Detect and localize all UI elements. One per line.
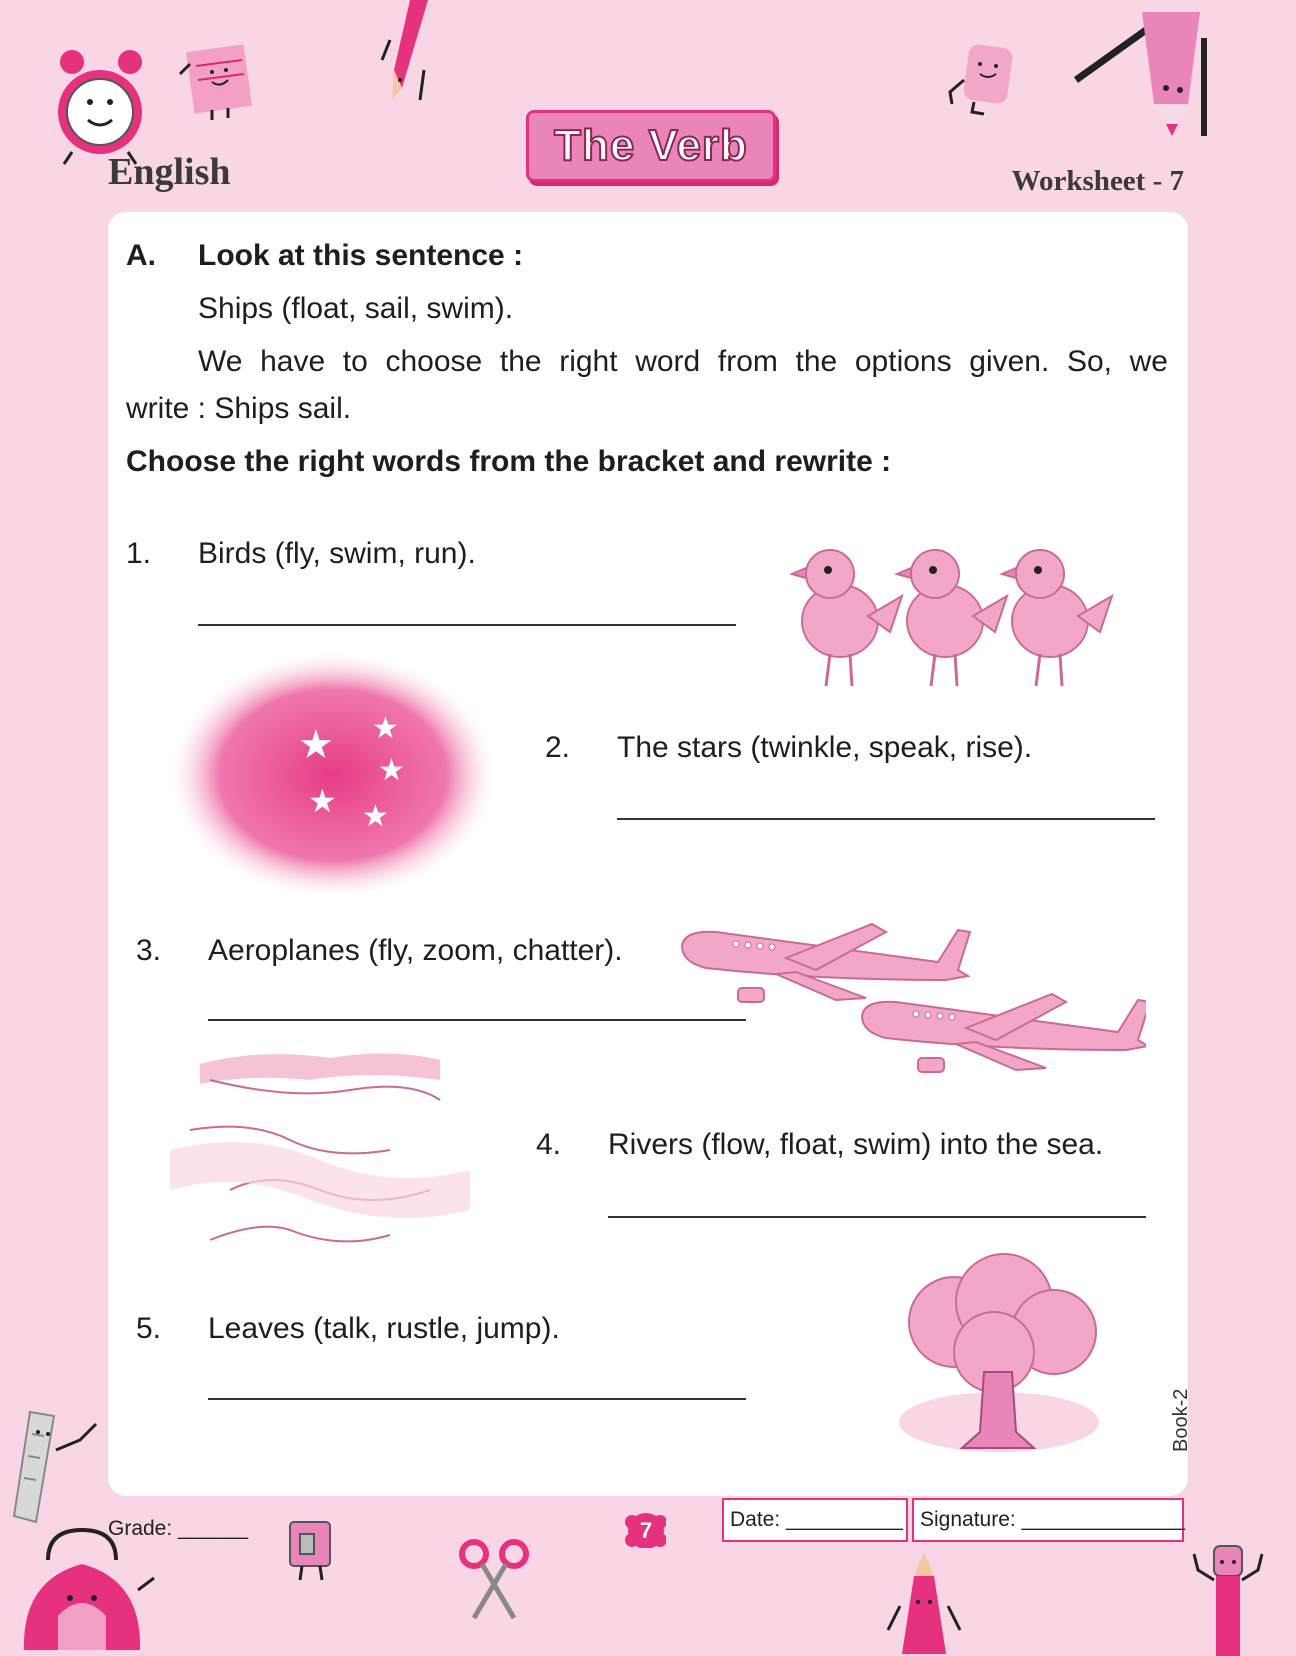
signature-box[interactable] bbox=[912, 1498, 1184, 1542]
question-text: Leaves (talk, rustle, jump). bbox=[208, 1312, 560, 1345]
svg-text:★: ★ bbox=[362, 799, 389, 834]
stars-illustration bbox=[168, 650, 498, 900]
crayon-character-icon bbox=[884, 1546, 964, 1656]
subject-label: English bbox=[108, 151, 231, 193]
notebook-icon bbox=[172, 44, 262, 124]
worksheet-number: Worksheet - 7 bbox=[1011, 165, 1184, 197]
eraser-icon bbox=[944, 40, 1034, 120]
question-number: 4. bbox=[536, 1128, 562, 1161]
example-sentence: Ships (float, sail, swim). bbox=[198, 292, 514, 325]
section-heading: Look at this sentence : bbox=[198, 239, 524, 272]
pencil-icon bbox=[380, 0, 440, 110]
explanation-line-1: We have to choose the right word from the options given. So, we bbox=[198, 345, 1168, 378]
question-text: Aeroplanes (fly, zoom, chatter). bbox=[208, 934, 623, 967]
birds-illustration bbox=[790, 536, 1140, 696]
pencil-character-icon bbox=[1072, 8, 1212, 138]
answer-line-5[interactable] bbox=[208, 1398, 746, 1400]
question-text: Birds (fly, swim, run). bbox=[198, 537, 476, 570]
question-number: 1. bbox=[126, 537, 152, 570]
explanation-line-2: write : Ships sail. bbox=[126, 392, 352, 425]
answer-line-1[interactable] bbox=[198, 624, 736, 626]
page-title: The Verb bbox=[554, 121, 748, 170]
grade-label: Grade: ______ bbox=[108, 1517, 249, 1540]
ruler-character-icon bbox=[10, 1410, 100, 1530]
sharpener-icon bbox=[284, 1518, 344, 1582]
school-bag-icon bbox=[18, 1520, 158, 1656]
title-box bbox=[526, 110, 776, 182]
scissors-icon bbox=[454, 1534, 534, 1624]
date-box[interactable] bbox=[722, 1498, 908, 1542]
question-number: 5. bbox=[136, 1312, 162, 1345]
question-text: The stars (twinkle, speak, rise). bbox=[617, 731, 1033, 764]
question-number: 2. bbox=[545, 731, 571, 764]
river-illustration bbox=[170, 1040, 470, 1260]
pen-character-icon bbox=[1188, 1540, 1268, 1656]
section-label: A. bbox=[126, 239, 156, 272]
tree-illustration bbox=[884, 1252, 1114, 1472]
book-label: Book-2 bbox=[1170, 1388, 1192, 1452]
page-number: 7 bbox=[639, 1518, 653, 1543]
question-text: Rivers (flow, float, swim) into the sea. bbox=[608, 1128, 1104, 1161]
date-label: Date: __________ bbox=[730, 1508, 903, 1531]
question-number: 3. bbox=[136, 934, 162, 967]
answer-line-4[interactable] bbox=[608, 1216, 1146, 1218]
answer-line-2[interactable] bbox=[617, 818, 1155, 820]
signature-label: Signature: ______________ bbox=[920, 1508, 1186, 1531]
answer-line-3[interactable] bbox=[208, 1019, 746, 1021]
svg-text:★: ★ bbox=[378, 753, 405, 788]
svg-text:★: ★ bbox=[298, 722, 334, 768]
aeroplanes-illustration bbox=[676, 918, 1146, 1096]
svg-text:★: ★ bbox=[308, 782, 337, 820]
svg-text:★: ★ bbox=[372, 711, 399, 746]
instruction: Choose the right words from the bracket and rewrite : bbox=[126, 445, 892, 478]
